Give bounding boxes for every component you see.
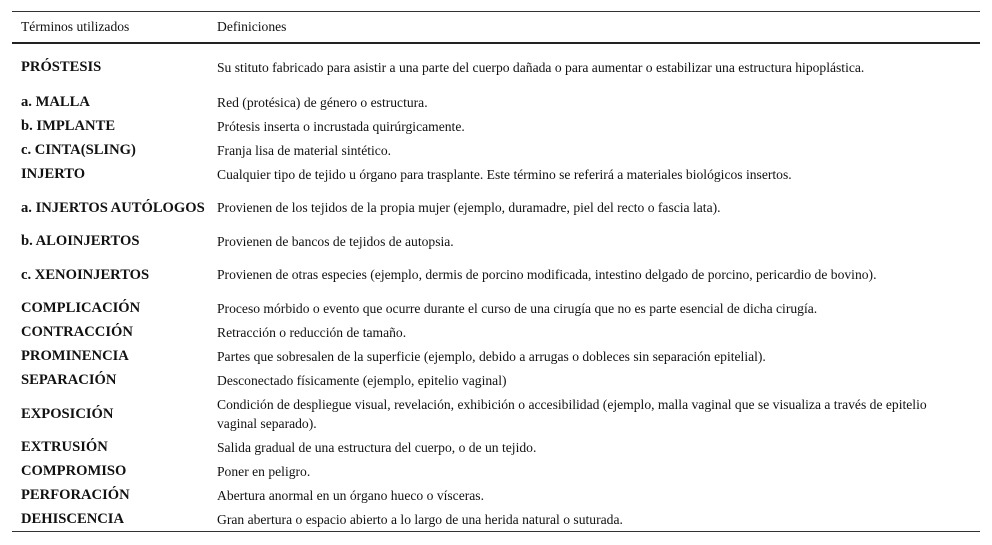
table-row	[12, 229, 980, 253]
definition-cell: Retracción o reducción de tamaño.	[217, 324, 407, 340]
definition-cell: Cualquier tipo de tejido u órgano para trasplante. Este término se referirá a materiales biológicos insertos.	[217, 166, 792, 182]
table-row	[12, 392, 980, 435]
header-terms: Términos utilizados	[21, 19, 130, 34]
term-cell: c. XENOINJERTOS	[21, 266, 150, 283]
term-cell: c. CINTA(SLING)	[21, 142, 136, 158]
term-cell: INJERTO	[21, 166, 86, 182]
table-row	[12, 253, 980, 296]
table-header-row	[12, 12, 980, 44]
term-cell: EXPOSICIÓN	[21, 405, 114, 422]
term-cell: COMPROMISO	[21, 463, 127, 479]
term-cell: EXTRUSIÓN	[21, 439, 108, 455]
table-row	[12, 114, 980, 138]
term-cell: CONTRACCIÓN	[21, 324, 133, 340]
term-cell: SEPARACIÓN	[21, 372, 117, 388]
table-row	[12, 435, 980, 459]
definitions-table	[12, 11, 980, 532]
definition-cell: Desconectado físicamente (ejemplo, epitelio vaginal)	[217, 372, 507, 388]
term-cell: b. IMPLANTE	[21, 118, 116, 134]
definition-cell: Gran abertura o espacio abierto a lo largo de una herida natural o suturada.	[217, 511, 623, 527]
term-cell: a. MALLA	[21, 94, 90, 110]
table-row	[12, 344, 980, 368]
definition-cell: Salida gradual de una estructura del cuerpo, o de un tejido.	[217, 439, 537, 455]
table-row	[12, 368, 980, 392]
definition-cell: Condición de despliegue visual, revelación, exhibición o accesibilidad (ejemplo, malla vaginal que se visualiza a través de epitelio vaginal separado).	[217, 396, 927, 431]
term-cell: b. ALOINJERTOS	[21, 233, 140, 249]
term-cell: PRÓSTESIS	[21, 59, 102, 75]
table-row	[12, 162, 980, 186]
definition-cell: Prótesis inserta o incrustada quirúrgicamente.	[217, 118, 465, 134]
term-cell: PERFORACIÓN	[21, 487, 130, 503]
definitions-table-container	[12, 11, 980, 532]
table-row	[12, 320, 980, 344]
header-definitions: Definiciones	[217, 19, 287, 34]
definition-cell: Partes que sobresalen de la superficie (ejemplo, debido a arrugas o dobleces sin separación epitelial).	[217, 348, 766, 364]
definition-cell: Provienen de otras especies (ejemplo, dermis de porcino modificada, intestino delgado de porcino, pericardio de bovino).	[217, 267, 877, 282]
definition-cell: Red (protésica) de género o estructura.	[217, 94, 428, 110]
term-cell: DEHISCENCIA	[21, 511, 124, 527]
table-row	[12, 186, 980, 229]
term-cell: PROMINENCIA	[21, 348, 129, 364]
definition-cell: Abertura anormal en un órgano hueco o vísceras.	[217, 487, 484, 503]
definition-cell: Franja lisa de material sintético.	[217, 142, 392, 158]
table-row	[12, 507, 980, 532]
table-row	[12, 138, 980, 162]
definition-cell: Proceso mórbido o evento que ocurre durante el curso de una cirugía que no es parte esencial de dicha cirugía.	[217, 300, 818, 316]
table-row	[12, 90, 980, 114]
definition-cell: Provienen de los tejidos de la propia mujer (ejemplo, duramadre, piel del recto o fascia lata).	[217, 200, 721, 215]
table-row	[12, 459, 980, 483]
term-cell: COMPLICACIÓN	[21, 300, 141, 316]
table-row	[12, 483, 980, 507]
definition-cell: Poner en peligro.	[217, 463, 311, 479]
definition-cell: Provienen de bancos de tejidos de autopsia.	[217, 233, 454, 249]
table-row	[12, 43, 980, 90]
table-row	[12, 296, 980, 320]
term-cell: a. INJERTOS AUTÓLOGOS	[21, 199, 205, 216]
definition-cell: Su stituto fabricado para asistir a una parte del cuerpo dañada o para aumentar o estabilizar una estructura hipoplástica.	[217, 59, 865, 75]
